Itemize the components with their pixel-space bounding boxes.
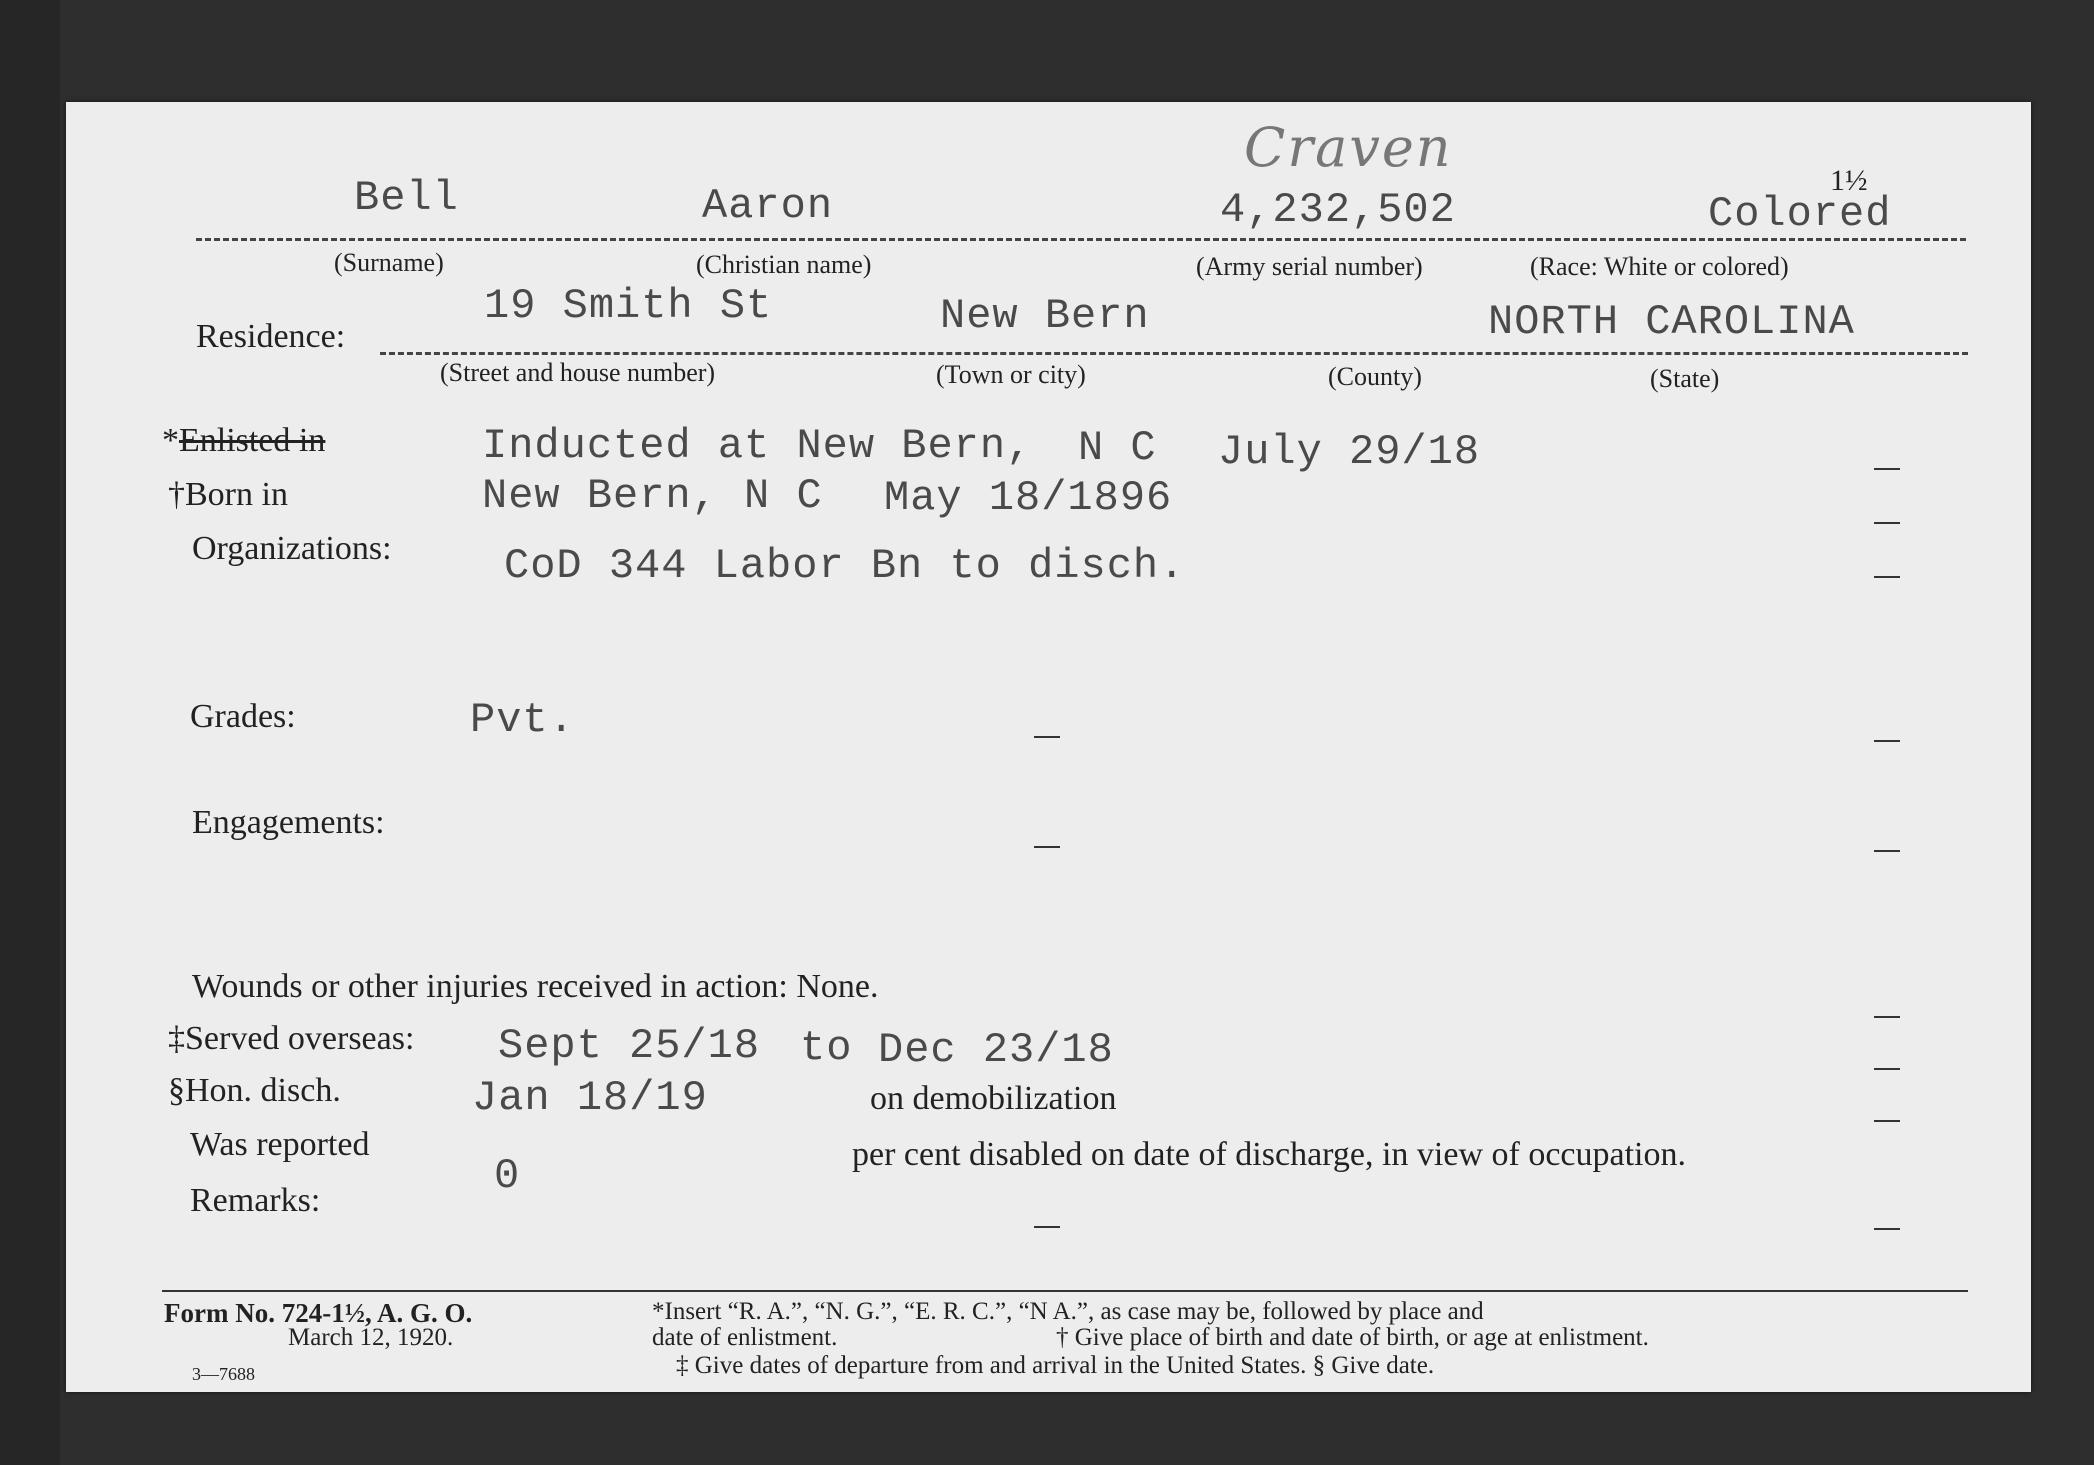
engagements-label: Engagements: [192, 804, 385, 841]
served-mark: ‡ [168, 1020, 185, 1057]
organization-value: CoD 344 Labor Bn to disch. [504, 542, 1186, 590]
surname-caption: (Surname) [334, 248, 444, 277]
inducted-value: Inducted at New Bern, [482, 422, 1033, 470]
serial-number-value: 4,232,502 [1220, 186, 1456, 234]
dash-mark [1874, 1068, 1900, 1070]
born-place-value: New Bern, N C [482, 472, 823, 520]
wounds-label [192, 968, 879, 1006]
inducted-date-value: July 29/18 [1218, 428, 1481, 476]
surname-value: Bell [354, 174, 459, 222]
footnote-enlistment: *Insert “R. A.”, “N. G.”, “E. R. C.”, “N A.”, as case may be, followed by place and [652, 1298, 1484, 1325]
footnote-enlistment-cont: date of enlistment. [652, 1324, 838, 1351]
serial-caption: (Army serial number) [1196, 252, 1423, 281]
race-caption: (Race: White or colored) [1530, 252, 1789, 281]
street-value: 19 Smith St [484, 282, 773, 330]
dash-mark [1874, 522, 1900, 524]
footnote-overseas: ‡ Give dates of departure from and arrival in the United States. § Give date. [676, 1352, 1435, 1379]
service-record-card [66, 102, 2031, 1392]
percent-disabled-value: 0 [494, 1152, 521, 1200]
grades-label: Grades: [190, 698, 296, 735]
grade-value: Pvt. [470, 696, 575, 744]
state-caption: (State) [1650, 364, 1720, 393]
residence-dotted-line [380, 352, 1968, 355]
dash-mark [1874, 850, 1900, 852]
hon-mark: § [168, 1072, 185, 1109]
disabled-text: per cent disabled on date of discharge, in view of occupation. [852, 1136, 1686, 1173]
county-caption: (County) [1328, 362, 1422, 391]
served-to-value: Dec 23/18 [878, 1026, 1114, 1074]
form-date: March 12, 1920. [288, 1324, 454, 1351]
born-mark: † [168, 476, 185, 513]
christian-name-value: Aaron [702, 182, 834, 230]
inducted-state-value: N C [1078, 424, 1157, 472]
born-label-text: Born in [185, 476, 288, 513]
enlisted-label-text: Enlisted in [179, 422, 326, 459]
town-value: New Bern [940, 292, 1150, 340]
dash-mark [1874, 1120, 1900, 1122]
dash-mark [1034, 1226, 1060, 1228]
state-value: NORTH CAROLINA [1488, 298, 1855, 346]
footer-rule [162, 1290, 1968, 1292]
form-number: Form No. 724-1½, A. G. O. [164, 1298, 473, 1328]
fraction-mark: 1½ [1830, 164, 1868, 197]
dash-mark [1874, 740, 1900, 742]
dash-mark [1034, 846, 1060, 848]
street-caption: (Street and house number) [440, 358, 716, 387]
served-from-value: Sept 25/18 [498, 1022, 761, 1070]
wounds-value: None. [796, 968, 879, 1005]
christian-name-caption: (Christian name) [696, 250, 872, 279]
dash-mark [1874, 1016, 1900, 1018]
scan-border [0, 0, 60, 1465]
demobilization-text: on demobilization [870, 1080, 1117, 1117]
served-to-word: to [800, 1024, 853, 1072]
wounds-label-text: Wounds or other injuries received in action: [192, 968, 788, 1005]
remarks-label: Remarks: [190, 1182, 321, 1219]
hon-disch-label [168, 1072, 341, 1110]
dash-mark [1874, 1228, 1900, 1230]
handwritten-county: Craven [1244, 116, 1453, 179]
served-label-text: Served overseas: [185, 1020, 415, 1057]
race-value: Colored [1708, 190, 1892, 238]
dash-mark [1874, 576, 1900, 578]
dash-mark [1034, 736, 1060, 738]
dash-mark [1874, 468, 1900, 470]
town-caption: (Town or city) [936, 360, 1086, 389]
footnote-birth: † Give place of birth and date of birth, or age at enlistment. [1056, 1324, 1649, 1351]
residence-label: Residence: [196, 318, 346, 355]
enlisted-label [162, 422, 325, 460]
enlisted-mark: * [162, 422, 179, 459]
born-label [168, 476, 288, 514]
organizations-label: Organizations: [192, 530, 392, 567]
was-reported-label: Was reported [190, 1126, 370, 1163]
header-dotted-line [196, 238, 1966, 241]
hon-label-text: Hon. disch. [185, 1072, 341, 1109]
hon-disch-date-value: Jan 18/19 [472, 1074, 708, 1122]
served-overseas-label [168, 1020, 414, 1058]
print-code: 3—7688 [192, 1364, 255, 1384]
born-date-value: May 18/1896 [884, 474, 1173, 522]
